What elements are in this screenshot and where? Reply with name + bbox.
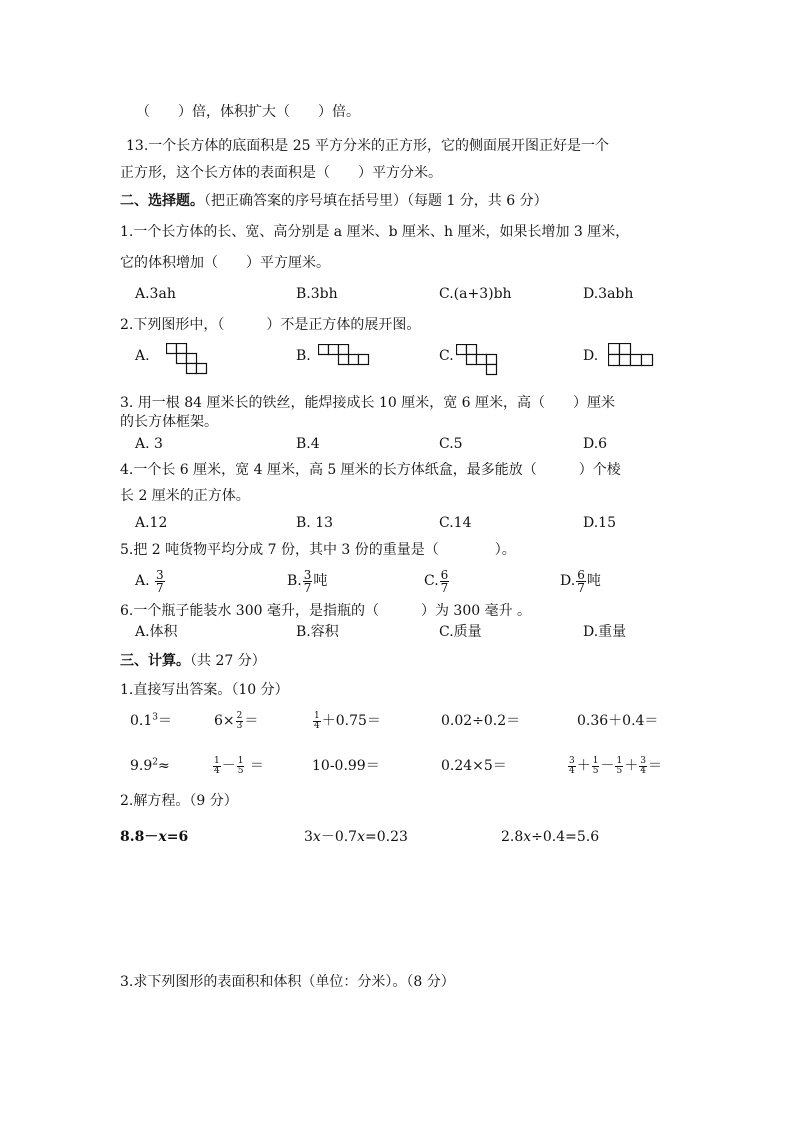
unit-ton: 吨 [313, 573, 328, 589]
cube-net-d-figure [608, 343, 656, 369]
numerator: 6 [440, 567, 449, 582]
calc1-item-r2c2 [212, 751, 264, 781]
expression: =6 [166, 829, 189, 845]
net-d-square [620, 344, 631, 355]
denominator: 4 [214, 765, 220, 776]
fraction [568, 757, 576, 776]
denominator: 4 [569, 765, 575, 776]
calc1-item-r2c3: 10-0.99＝ [312, 758, 380, 774]
calc2-equation-1 [120, 828, 188, 846]
variable-x: x [312, 829, 321, 845]
net-c-square [467, 345, 477, 355]
fraction [237, 757, 245, 776]
net-c-square [487, 355, 497, 365]
section2-note: （把正确答案的序号填在括号里）（每题 1 分，共 6 分） [204, 193, 548, 209]
net-c-square [477, 355, 487, 365]
fraction [303, 569, 313, 594]
q2-6-option-c: C.质量 [439, 624, 482, 640]
denominator: 7 [303, 580, 312, 595]
q2-1-line2: 它的体积增加（ ）平方厘米。 [120, 255, 330, 271]
calc2-equation-2 [304, 828, 408, 846]
cube-net-b-figure [318, 344, 378, 368]
q2-6-option-b: B.容积 [296, 624, 339, 640]
q2-3-line2: 的长方体框架。 [120, 414, 218, 430]
net-b-square [339, 345, 349, 355]
net-d-square [620, 355, 631, 366]
expression: 2.8 [501, 829, 524, 845]
fraction [639, 757, 647, 776]
fraction [576, 569, 586, 594]
option-a-letter: A. [135, 573, 150, 589]
calc1-item-r1c1 [130, 712, 172, 730]
option-d-letter: D. [560, 573, 576, 589]
net-d-square [609, 355, 620, 366]
section2-title: 二、选择题。 [120, 193, 204, 209]
variable-x: x [158, 829, 167, 845]
numerator: 6 [577, 567, 585, 582]
base: 9.9 [130, 758, 153, 774]
denominator: 7 [440, 580, 449, 595]
net-d-square [609, 344, 620, 355]
q2-2-option-c: C. [439, 348, 454, 364]
q2-5-option-a [135, 563, 166, 599]
net-d-square [642, 355, 653, 366]
q2-2-option-a: A. [135, 348, 150, 364]
calc1-item-r1c2 [214, 706, 258, 736]
fraction [615, 757, 623, 776]
calc3-title: 3.求下列图形的表面积和体积（单位：分米）。（8 分） [120, 974, 455, 990]
calc1-item-r1c5: 0.36＋0.4＝ [577, 713, 659, 729]
approx-sign: ≈ [158, 758, 170, 774]
fraction [236, 712, 244, 731]
q2-5-option-b [287, 563, 327, 599]
calc1-item-r1c3 [312, 706, 381, 736]
q2-1-option-d: D.3abh [583, 286, 634, 302]
expression: 8.8－ [120, 829, 159, 845]
net-a-square [187, 354, 197, 364]
denominator: 5 [616, 765, 623, 776]
calc1-title: 1.直接写出答案。（10 分） [120, 682, 289, 698]
net-a-square [177, 354, 187, 364]
q2-1-line1: 1.一个长方体的长、宽、高分别是 a 厘米、b 厘米、h 厘米，如果长增加 3 厘米， [120, 224, 630, 240]
net-c-square [487, 365, 497, 375]
expression: ÷0.4=5.6 [531, 829, 600, 845]
net-a-square [177, 344, 187, 354]
expression: 3 [304, 829, 313, 845]
numerator: 1 [616, 755, 623, 766]
section3-note: （共 27 分） [190, 653, 266, 669]
calc1-item-r2c4: 0.24×5＝ [441, 758, 507, 774]
numerator: 3 [640, 755, 646, 766]
net-b-square [339, 355, 349, 365]
net-a-square [167, 344, 177, 354]
q2-6-stem: 6.一个瓶子能装水 300 毫升，是指瓶的（ ）为 300 毫升 。 [120, 603, 532, 619]
net-c-square [457, 345, 467, 355]
plus-sign: ＋ [624, 758, 639, 774]
net-d-square [631, 355, 642, 366]
numerator: 1 [314, 710, 320, 721]
q2-6-option-a: A.体积 [135, 624, 178, 640]
numerator: 1 [237, 755, 244, 766]
fraction [155, 569, 165, 594]
plus-sign: ＋ [576, 758, 591, 774]
q2-4-option-d: D.15 [583, 515, 616, 531]
equals: ＝ [249, 758, 264, 774]
fraction [440, 569, 450, 594]
variable-x: x [357, 829, 365, 845]
q13-line1: 13.一个长方体的底面积是 25 平方分米的正方形，它的侧面展开图正好是一个 [126, 138, 609, 154]
equals: ＝ [244, 713, 259, 729]
numerator: 1 [592, 755, 599, 766]
net-a-square [197, 364, 207, 374]
net-c-square [467, 355, 477, 365]
q2-4-option-a: A.12 [135, 515, 168, 531]
q2-6-option-d: D.重量 [583, 624, 627, 640]
net-b-square [329, 345, 339, 355]
net-b-square [319, 345, 329, 355]
option-c-letter: C. [424, 573, 439, 589]
equals: ＝ [158, 713, 172, 729]
denominator: 4 [640, 765, 646, 776]
q2-4-option-b: B. 13 [296, 515, 334, 531]
fraction [313, 712, 321, 731]
expression: －0.7 [320, 829, 358, 845]
q2-3-option-d: D.6 [583, 436, 608, 452]
q2-4-line2: 长 2 厘米的正方体。 [120, 488, 250, 504]
equals: ＝ [647, 758, 662, 774]
numerator: 1 [214, 755, 220, 766]
q2-4-line1: 4.一个长 6 厘米，宽 4 厘米，高 5 厘米的长方体纸盒，最多能放（ ）个棱 [120, 462, 621, 478]
net-a-square [187, 364, 197, 374]
section3-heading [120, 652, 266, 670]
base: 0.1 [130, 713, 153, 729]
calc1-item-r2c5 [567, 751, 662, 781]
denominator: 7 [156, 580, 164, 595]
cube-net-a-figure [166, 343, 210, 377]
fraction [213, 757, 221, 776]
exponent: 3 [152, 712, 158, 723]
denominator: 5 [592, 765, 599, 776]
q2-1-option-c: C.(a+3)bh [439, 286, 512, 302]
q2-3-option-b: B.4 [296, 436, 320, 452]
net-b-square [349, 355, 359, 365]
q2-1-option-a: A.3ah [135, 286, 176, 302]
q2-3-option-a: A. 3 [135, 436, 163, 452]
calc2-title: 2.解方程。（9 分） [120, 793, 238, 809]
numerator: 3 [303, 567, 312, 582]
numerator: 3 [156, 567, 164, 582]
expression: =0.23 [365, 829, 408, 845]
cube-net-c-figure [456, 344, 504, 380]
prefix: 6× [214, 713, 235, 729]
q2-3-line1: 3. 用一根 84 厘米长的铁丝，能焊接成长 10 厘米，宽 6 厘米，高（ ）厘米 [120, 395, 616, 411]
variable-x: x [523, 829, 532, 845]
denominator: 3 [236, 720, 243, 731]
q2-5-option-d [560, 563, 601, 599]
calc1-item-r2c1 [130, 757, 170, 775]
q12-tail: （ ）倍，体积扩大（ ）倍。 [136, 104, 360, 120]
calc2-equation-3 [501, 828, 599, 846]
q2-1-option-b: B.3bh [296, 286, 338, 302]
section3-title: 三、计算。 [120, 653, 190, 669]
q2-2-option-b: B. [296, 348, 311, 364]
q2-4-option-c: C.14 [439, 515, 472, 531]
fraction [592, 757, 600, 776]
unit-ton: 吨 [586, 573, 601, 589]
numerator: 3 [569, 755, 575, 766]
q2-2-option-d: D. [583, 348, 599, 364]
option-b-letter: B. [287, 573, 302, 589]
q2-2-stem: 2.下列图形中，（ ）不是正方体的展开图。 [120, 317, 421, 333]
section2-heading [120, 192, 548, 210]
net-b-square [359, 355, 369, 365]
expression: ＋0.75＝ [321, 713, 381, 729]
q13-line2: 正方形，这个长方体的表面积是（ ）平方分米。 [120, 165, 442, 181]
denominator: 5 [237, 765, 244, 776]
denominator: 7 [577, 580, 585, 595]
numerator: 2 [236, 710, 243, 721]
minus-sign: － [600, 758, 615, 774]
q2-3-option-c: C.5 [439, 436, 463, 452]
denominator: 4 [314, 720, 320, 731]
q2-5-stem: 5.把 2 吨货物平均分成 7 份，其中 3 份的重量是（ ）。 [120, 542, 516, 558]
q2-5-option-c [424, 563, 450, 599]
exponent: 2 [152, 757, 158, 768]
calc1-item-r1c4: 0.02÷0.2＝ [441, 713, 521, 729]
minus-sign: － [221, 758, 236, 774]
